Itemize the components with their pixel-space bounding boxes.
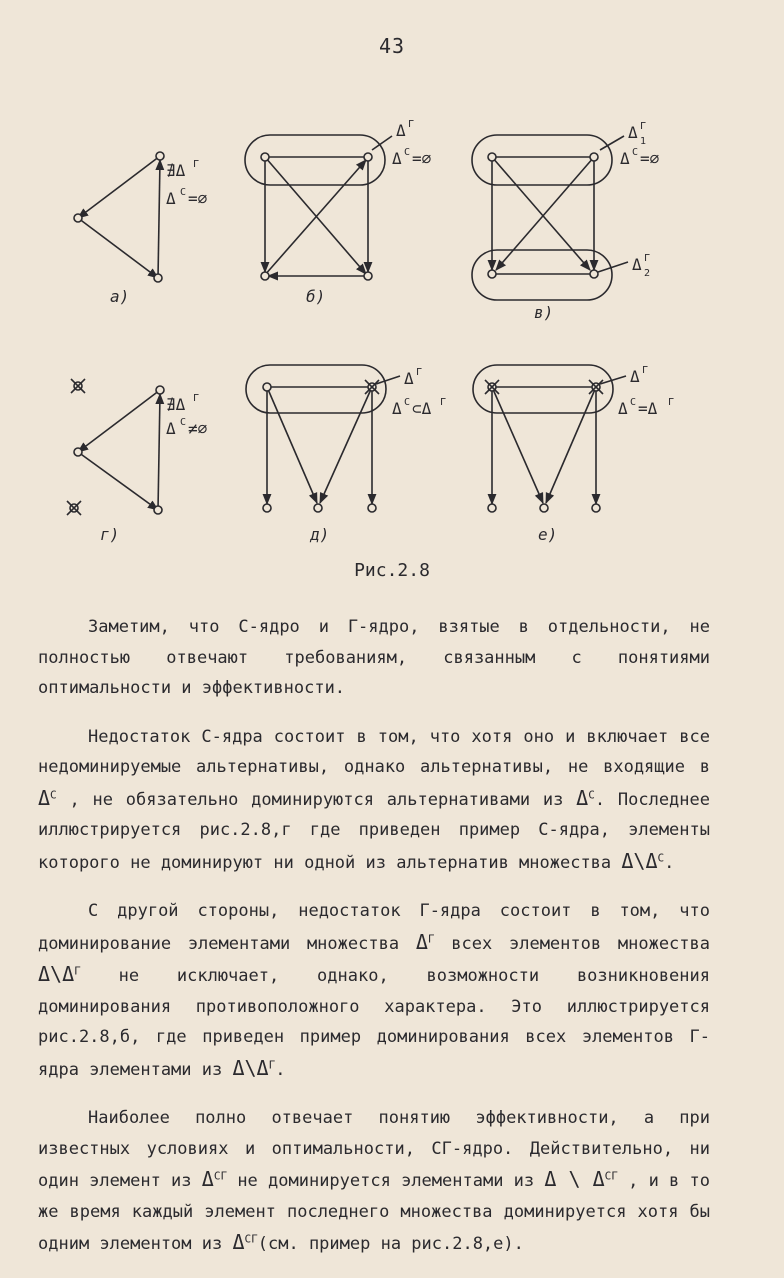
panel-g-label: г) [100, 525, 120, 544]
panel-v-note-2: Δ [620, 149, 630, 168]
panel-g-sup-2: С [180, 417, 187, 428]
panel-d-sup-3: Г [440, 397, 447, 408]
panel-e-note-2: Δ [618, 399, 628, 418]
panel-d-note-2: Δ [392, 399, 402, 418]
panel-b-note-2: Δ [392, 149, 402, 168]
paragraph-4: Наиболее полно отвечает понятию эффективности, а при известных условиях и оптимальности, СГ-ядро. Действительно, ни один элемент из $\Delta^{СГ}$ не доминируется элементами из Δ \ $\Delta^{СГ}$ , и в то же время каждый элемент последнего множества доминируется хотя бы одним элементом из $\Delta^{СГ}(см$. пример на рис.2.8,е). [38, 1108, 710, 1254]
panel-v-sub-1: 1 [640, 136, 647, 147]
panel-v-label: в) [534, 303, 554, 322]
panel-v-note-4: Δ [632, 255, 642, 274]
panel-b-sup-1: Г [408, 119, 415, 130]
panel-v-sub-2: 2 [644, 268, 651, 279]
panel-v-sup-1: Г [640, 121, 647, 132]
panel-d-sup-2: С [404, 397, 411, 408]
panel-g-sup-1: Г [193, 393, 200, 404]
panel-b-note-3: =∅ [412, 149, 432, 168]
panel-v-sup-3: Г [644, 253, 651, 264]
panel-a-label: а) [110, 287, 130, 306]
page-number: 43 [378, 34, 406, 58]
panel-e-note-3: =Δ [638, 399, 658, 418]
panel-a-sup-1: Г [193, 159, 200, 170]
panel-d-sup-1: Г [416, 367, 423, 378]
panel-e-note-1: Δ [630, 367, 640, 386]
panel-g-note-2: Δ [166, 419, 176, 438]
panel-e-label: е) [538, 525, 558, 544]
panel-a-note-1: ∄Δ [166, 161, 186, 180]
figure-caption: Рис.2.8 [354, 560, 430, 581]
panel-b-note-1: Δ [396, 121, 406, 140]
panel-a-graph [78, 156, 160, 278]
panel-g-note-3: ≠∅ [188, 419, 208, 438]
panel-b-label: б) [306, 287, 326, 306]
panel-e-sup-2: С [630, 397, 637, 408]
body-text [38, 612, 710, 1278]
panel-a-note-2: Δ [166, 189, 176, 208]
panel-d-note-3: ⊂Δ [412, 399, 432, 418]
panel-v-note-1: Δ [628, 123, 638, 142]
panel-g-note-1: ∄Δ [166, 395, 186, 414]
paragraph-1: Заметим, что С-ядро и Г-ядро, взятые в отдельности, не полностью отвечают требованиям, связанным с понятиями оптимальности и эффективности. [38, 617, 710, 698]
paragraph-2: Недостаток С-ядра состоит в том, что хотя оно и включает все недоминируемые альтернативы, однако альтернативы, не входящие в $\Delta^С$ , не обязательно доминируются альтернативами из $\Delta^С$. Последнее иллюстрируется рис.2.8,г где приведен пример С-ядра, элементы которого не доминируют ни одной из альтернатив множества $\Delta\backslash\Delta^С$. [38, 726, 710, 873]
panel-e-sup-1: Г [642, 365, 649, 376]
panel-g-graph [78, 390, 160, 510]
panel-v-note-3: =∅ [640, 149, 660, 168]
paragraph-3: С другой стороны, недостаток Г-ядра состоит в том, что доминирование элементами множества $\Delta^Г$ всех элементов множества $\Delta\backslash\Delta^Г$ не исключает, однако, возможности возникновения доминирования противоположного характера. Это иллюстрируется рис.2.8,б, где приведен пример доминирования всех элементов Г-ядра элементами из $\Delta\backslash\Delta^Г$. [38, 901, 710, 1080]
panel-a-note-3: =∅ [188, 189, 208, 208]
panel-d-note-1: Δ [404, 369, 414, 388]
panel-d-label: д) [310, 525, 330, 544]
panel-b-sup-2: С [404, 147, 411, 158]
panel-v-sup-2: С [632, 147, 639, 158]
panel-a-sup-2: С [180, 187, 187, 198]
panel-e-sup-3: Г [668, 397, 675, 408]
figure-2-8 [0, 0, 784, 600]
